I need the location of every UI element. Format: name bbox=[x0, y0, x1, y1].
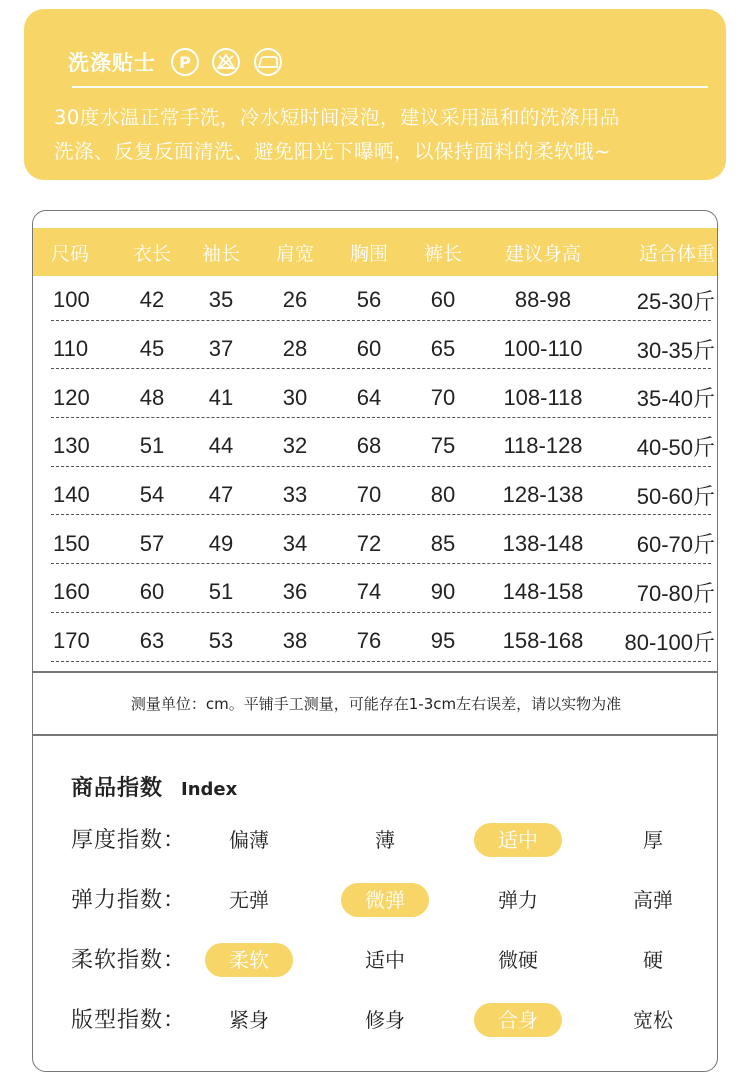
table-cell: 57 bbox=[139, 530, 165, 556]
index-row bbox=[33, 941, 718, 981]
index-option: 硬 bbox=[643, 948, 663, 972]
table-row bbox=[33, 373, 718, 422]
table-cell: 56 bbox=[356, 287, 382, 313]
header-length: 衣长 bbox=[132, 242, 171, 265]
index-option: 薄 bbox=[375, 828, 395, 852]
care-header bbox=[68, 42, 294, 82]
size-table-body bbox=[33, 276, 718, 666]
table-cell: 50-60斤 bbox=[636, 483, 715, 509]
index-label: 版型指数： bbox=[71, 1008, 187, 1033]
table-cell: 40-50斤 bbox=[636, 434, 715, 460]
table-cell: 100 bbox=[53, 287, 90, 313]
size-chart-card bbox=[32, 210, 718, 1072]
table-cell: 68 bbox=[356, 433, 382, 459]
table-cell: 47 bbox=[208, 482, 234, 508]
index-option: 紧身 bbox=[229, 1008, 269, 1032]
care-line-1: 30度水温正常手洗，冷水短时间浸泡，建议采用温和的洗涤用品 bbox=[54, 106, 620, 129]
care-instructions bbox=[54, 101, 714, 169]
svg-text:P: P bbox=[179, 53, 191, 72]
header-pants-length: 裤长 bbox=[423, 242, 462, 265]
size-table-header bbox=[33, 228, 718, 276]
table-cell: 60 bbox=[356, 336, 382, 362]
table-cell: 33 bbox=[282, 482, 308, 508]
header-size: 尺码 bbox=[51, 242, 90, 265]
table-cell: 70 bbox=[430, 384, 456, 410]
table-cell: 32 bbox=[282, 433, 308, 459]
table-row bbox=[33, 471, 718, 520]
index-option-selected: 适中 bbox=[474, 823, 562, 857]
table-cell: 90 bbox=[430, 579, 456, 605]
iron-icon bbox=[252, 47, 284, 77]
table-cell: 36 bbox=[282, 579, 308, 605]
index-option: 宽松 bbox=[633, 1008, 673, 1032]
table-cell: 70 bbox=[356, 482, 382, 508]
index-row bbox=[33, 1001, 718, 1041]
table-cell: 35 bbox=[208, 287, 234, 313]
index-option: 适中 bbox=[365, 948, 405, 972]
table-cell: 80 bbox=[430, 482, 456, 508]
table-cell: 72 bbox=[356, 530, 382, 556]
care-title: 洗涤贴士 bbox=[68, 51, 156, 75]
table-row bbox=[33, 422, 718, 471]
table-cell: 38 bbox=[282, 628, 308, 654]
table-cell: 51 bbox=[139, 433, 165, 459]
table-cell: 42 bbox=[139, 287, 165, 313]
index-option: 偏薄 bbox=[229, 828, 269, 852]
index-row bbox=[33, 821, 718, 861]
table-cell: 100-110 bbox=[503, 336, 583, 362]
index-option: 厚 bbox=[643, 828, 663, 852]
index-option: 高弹 bbox=[633, 888, 673, 912]
measurement-note: 测量单位：cm。平铺手工测量，可能存在1-3cm左右误差，请以实物为准 bbox=[130, 694, 622, 713]
header-sleeve: 袖长 bbox=[201, 242, 240, 265]
table-cell: 75 bbox=[430, 433, 456, 459]
table-cell: 53 bbox=[208, 628, 234, 654]
table-row bbox=[33, 519, 718, 568]
table-cell: 108-118 bbox=[503, 384, 583, 410]
table-cell: 30 bbox=[282, 384, 308, 410]
care-banner bbox=[24, 9, 726, 180]
table-row bbox=[33, 276, 718, 325]
table-cell: 51 bbox=[208, 579, 234, 605]
table-cell: 130 bbox=[53, 433, 90, 459]
table-row bbox=[33, 325, 718, 374]
table-cell: 170 bbox=[53, 628, 90, 654]
table-cell: 25-30斤 bbox=[636, 288, 715, 314]
table-cell: 140 bbox=[53, 482, 90, 508]
divider bbox=[33, 734, 718, 736]
table-cell: 30-35斤 bbox=[636, 337, 715, 363]
table-cell: 74 bbox=[356, 579, 382, 605]
table-cell: 110 bbox=[53, 336, 89, 362]
header-shoulder: 肩宽 bbox=[275, 242, 314, 265]
table-cell: 95 bbox=[430, 628, 456, 654]
table-cell: 44 bbox=[208, 433, 234, 459]
header-chest: 胸围 bbox=[349, 242, 388, 265]
table-cell: 160 bbox=[53, 579, 90, 605]
table-cell: 65 bbox=[430, 336, 456, 362]
table-cell: 76 bbox=[356, 628, 382, 654]
table-cell: 49 bbox=[208, 530, 234, 556]
index-label: 柔软指数： bbox=[71, 948, 187, 973]
table-cell: 80-100斤 bbox=[624, 629, 715, 655]
table-row bbox=[33, 617, 718, 666]
header-weight: 适合体重 bbox=[638, 242, 715, 265]
table-cell: 37 bbox=[208, 336, 234, 362]
index-option: 无弹 bbox=[229, 888, 269, 912]
table-cell: 60 bbox=[139, 579, 165, 605]
table-cell: 150 bbox=[53, 530, 90, 556]
index-option-selected: 微弹 bbox=[341, 883, 429, 917]
table-cell: 60 bbox=[430, 287, 456, 313]
table-cell: 54 bbox=[139, 482, 165, 508]
care-line-2: 洗涤、反复反面清洗、避免阳光下曝晒，以保持面料的柔软哦~ bbox=[54, 140, 611, 163]
table-cell: 35-40斤 bbox=[636, 386, 715, 412]
table-cell: 48 bbox=[139, 384, 165, 410]
table-cell: 85 bbox=[430, 530, 456, 556]
table-cell: 148-158 bbox=[502, 579, 584, 605]
table-cell: 138-148 bbox=[502, 530, 584, 556]
table-cell: 120 bbox=[53, 384, 90, 410]
care-divider bbox=[72, 86, 708, 88]
table-cell: 70-80斤 bbox=[636, 580, 715, 606]
table-cell: 158-168 bbox=[502, 628, 584, 654]
index-title bbox=[71, 771, 237, 802]
index-label: 厚度指数： bbox=[71, 828, 187, 853]
index-option: 修身 bbox=[365, 1008, 405, 1032]
index-title-en: Index bbox=[181, 779, 238, 800]
header-height: 建议身高 bbox=[504, 242, 581, 265]
table-cell: 118-128 bbox=[503, 433, 583, 459]
index-option: 弹力 bbox=[498, 888, 538, 912]
index-label: 弹力指数： bbox=[71, 888, 187, 913]
table-cell: 64 bbox=[356, 384, 382, 410]
table-cell: 34 bbox=[282, 530, 308, 556]
index-option: 微硬 bbox=[498, 948, 538, 972]
dry-clean-p-icon bbox=[170, 47, 200, 77]
table-row bbox=[33, 568, 718, 617]
table-cell: 88-98 bbox=[514, 287, 572, 313]
table-cell: 128-138 bbox=[502, 482, 584, 508]
table-cell: 28 bbox=[282, 336, 308, 362]
table-cell: 41 bbox=[208, 384, 234, 410]
table-cell: 60-70斤 bbox=[636, 532, 715, 558]
table-cell: 26 bbox=[282, 287, 308, 313]
table-cell: 63 bbox=[139, 628, 165, 654]
no-bleach-icon bbox=[210, 47, 242, 77]
index-option-selected: 合身 bbox=[474, 1003, 562, 1037]
index-title-zh: 商品指数 bbox=[71, 776, 164, 801]
table-cell: 45 bbox=[139, 336, 165, 362]
index-option-selected: 柔软 bbox=[205, 943, 293, 977]
index-row bbox=[33, 881, 718, 921]
